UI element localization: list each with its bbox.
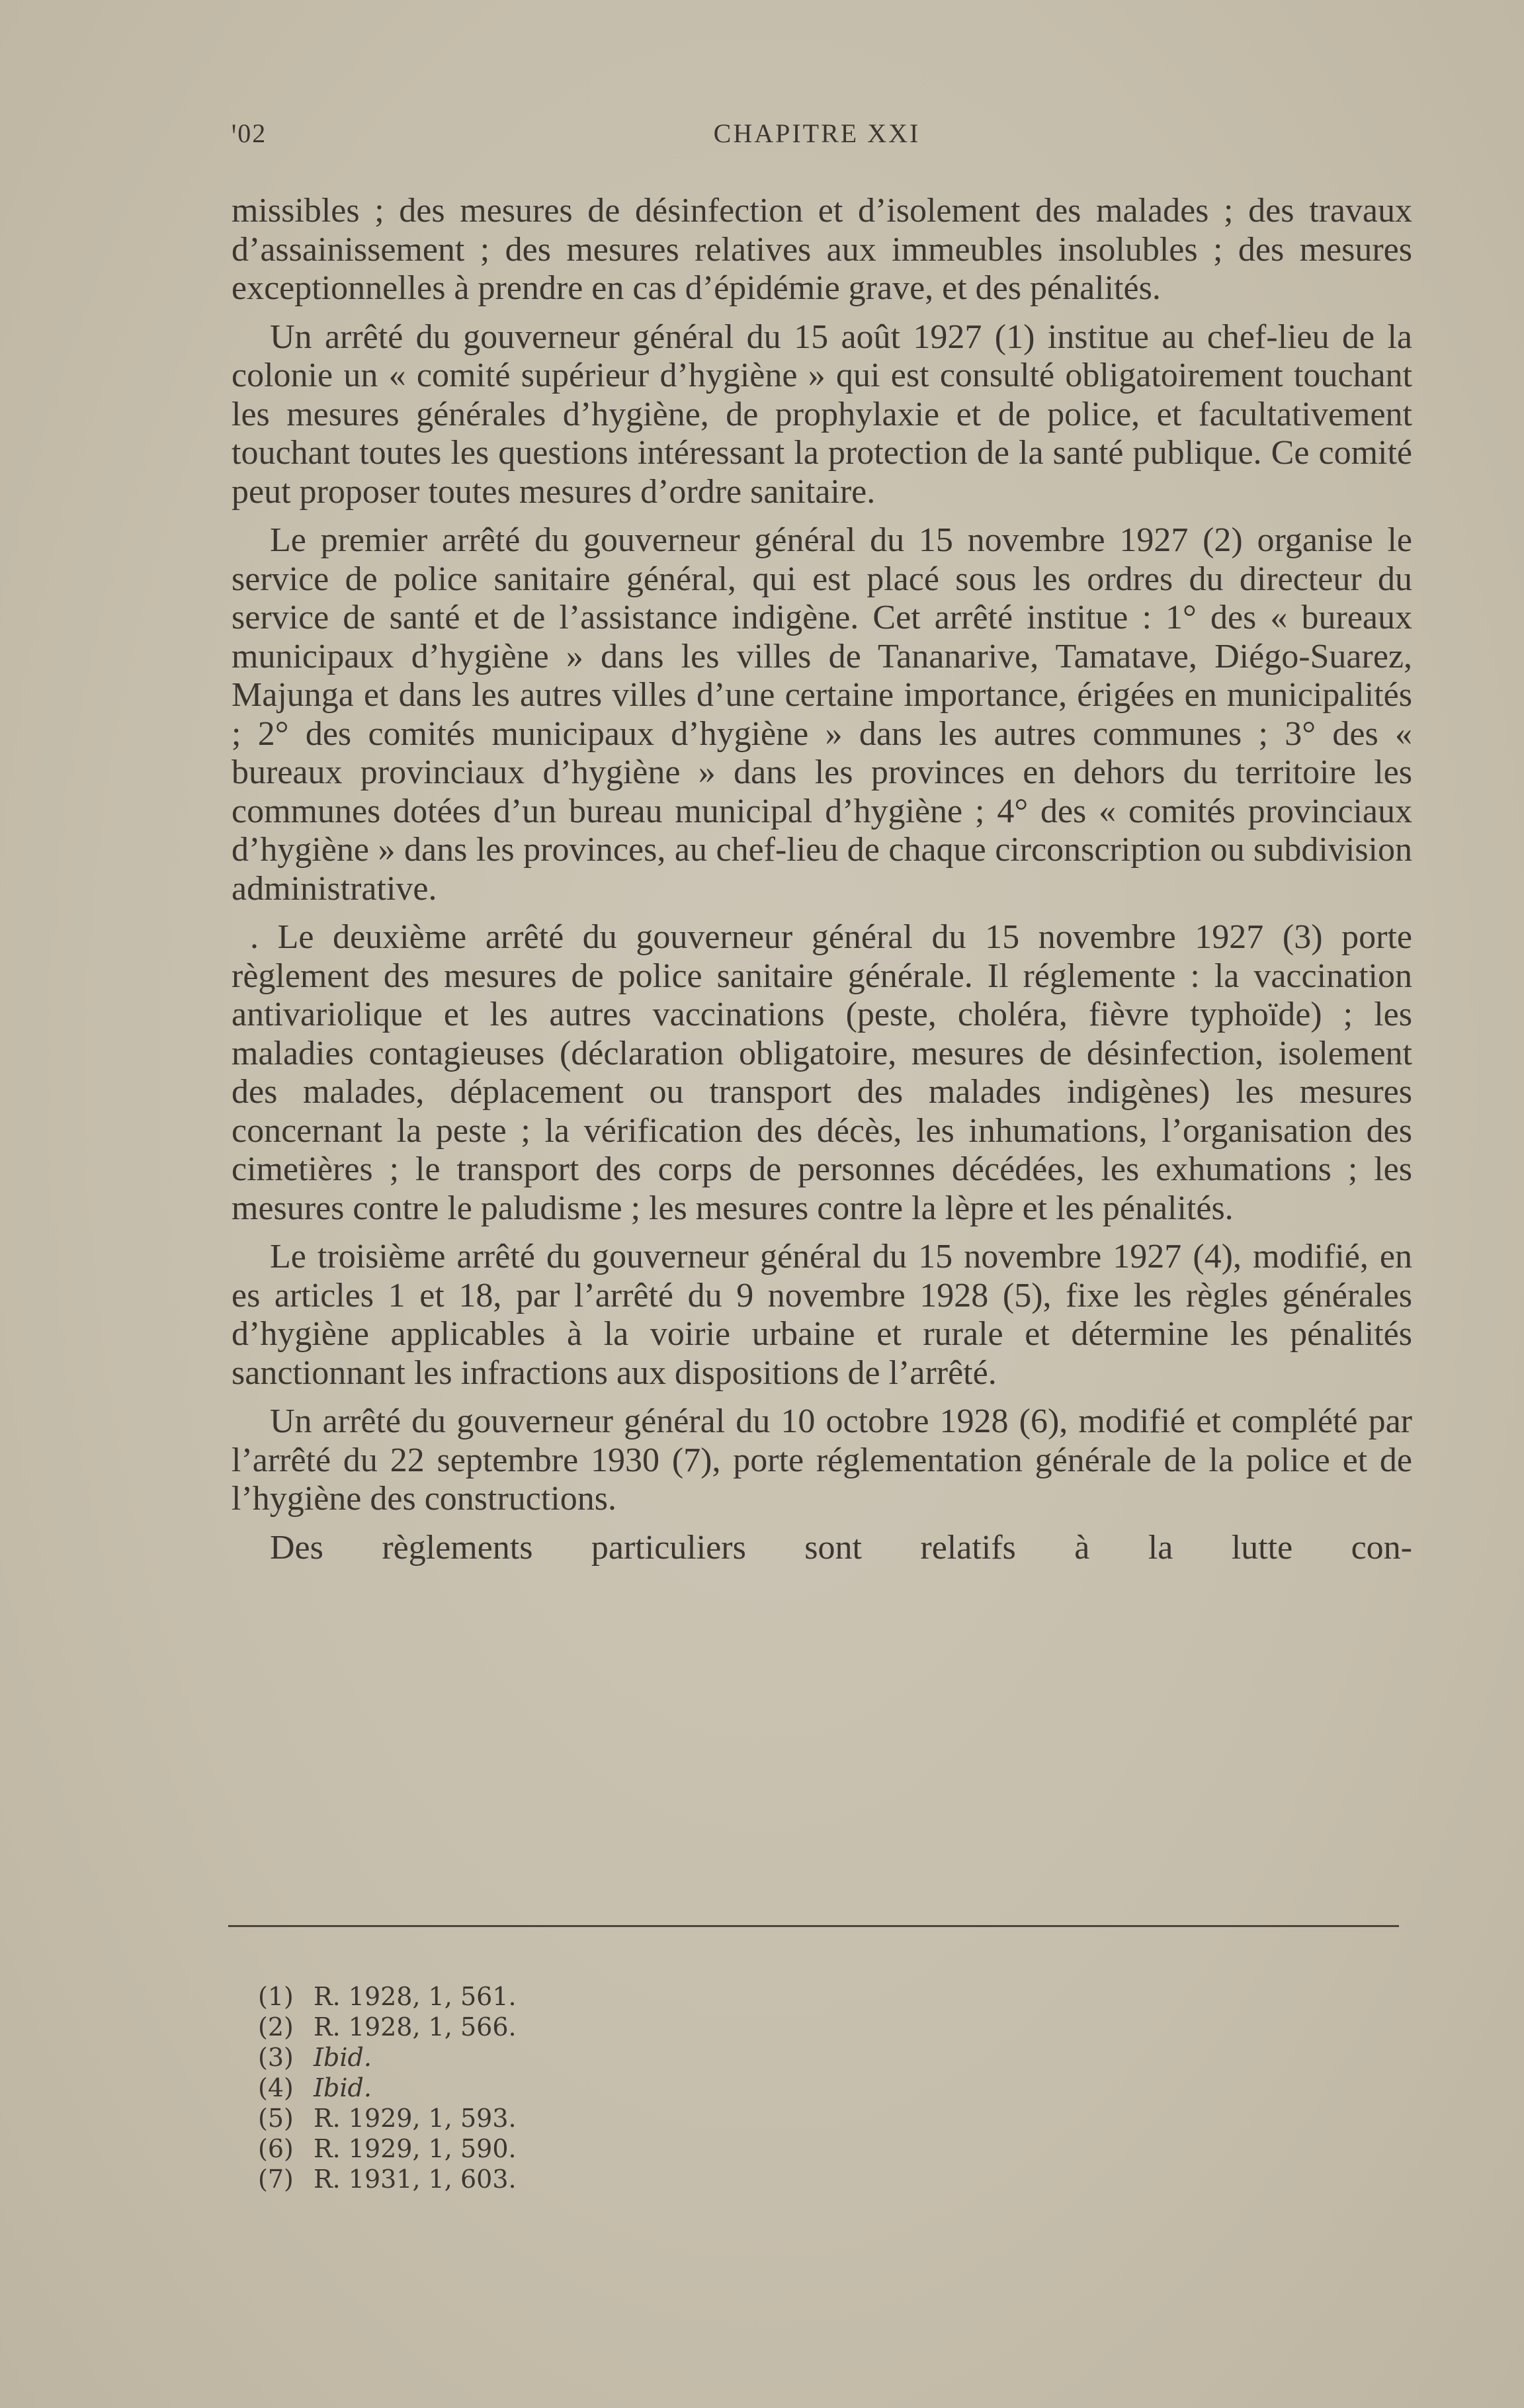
paragraph-7: Des règlements particuliers sont relatifs à la lutte con-	[270, 1528, 1412, 1567]
footnote-text: Ibid.	[314, 2043, 372, 2072]
footnote-number: (1)	[258, 1982, 294, 2011]
footnote	[258, 2133, 853, 2164]
running-head	[232, 118, 1402, 157]
paragraph-6: Un arrêté du gouverneur général du 10 octobre 1928 (6), modifié et complété par l’arrêté du 22 septembre 1930 (7), porte réglementation générale de la police et de l’hygiène des constructions.	[232, 1402, 1412, 1518]
footnote-text: R. 1928, 1, 566.	[314, 2012, 517, 2042]
body-text	[232, 192, 1412, 1577]
paragraph-2: Un arrêté du gouverneur général du 15 août 1927 (1) institue au chef-lieu de la colonie un « comité supérieur d’hygiène » qui est consulté obligatoirement touchant les mesures générales d’hygiène, de prophylaxie et de police, et facultativement touchant toutes les questions intéressant la protection de la santé publique. Ce comité peut proposer toutes mesures d’ordre sanitaire.	[232, 318, 1412, 511]
footnote-number: (3)	[258, 2043, 294, 2072]
footnote-divider	[228, 1925, 1399, 1927]
footnote-number: (2)	[258, 2012, 294, 2042]
paragraph-1: missibles ; des mesures de désinfection et d’isolement des malades ; des travaux d’assainissement ; des mesures relatives aux immeubles insolubles ; des mesures exceptionnelles à prendre en cas d’épidémie grave, et des pénalités.	[232, 192, 1412, 307]
footnote	[258, 1981, 853, 2012]
paragraph-3: Le premier arrêté du gouverneur général du 15 novembre 1927 (2) organise le service de police sanitaire général, qui est placé sous les ordres du directeur du service de santé et de l’assistance indigène. Cet arrêté institue : 1° des « bureaux municipaux d’hygiène » dans les villes de Tananarive, Tamatave, Diégo-Suarez, Majunga et dans les autres villes d’une certaine importance, érigées en municipalités ; 2° des comités municipaux d’hygiène » dans les autres communes ; 3° des « bureaux provinciaux d’hygiène » dans les provinces en dehors du territoire les communes dotées d’un bureau municipal d’hygiène ; 4° des « comités provinciaux d’hygiène » dans les provinces, au chef-lieu de chaque circonscription ou subdivision administrative.	[232, 521, 1412, 908]
page-number: ⁠ꞌ02	[232, 118, 267, 148]
footnote-text: Ibid.	[314, 2073, 372, 2102]
footnote	[258, 2012, 853, 2042]
footnotes	[258, 1981, 853, 2194]
footnote	[258, 2103, 853, 2133]
footnote	[258, 2042, 853, 2073]
footnote	[258, 2073, 853, 2103]
footnote-number: (7)	[258, 2165, 294, 2194]
footnote-text: R. 1929, 1, 593.	[314, 2104, 517, 2133]
paragraph-5: Le troisième arrêté du gouverneur général du 15 novembre 1927 (4), modifié, en es articles 1 et 18, par l’arrêté du 9 novembre 1928 (5), fixe les règles générales d’hygiène applicables à la voirie urbaine et rurale et détermine les pénalités sanctionnant les infractions aux dispositions de l’arrêté.	[232, 1238, 1412, 1392]
footnote-text: R. 1929, 1, 590.	[314, 2134, 517, 2163]
paragraph-4: . Le deuxième arrêté du gouverneur général du 15 novembre 1927 (3) porte règlement des mesures de police sanitaire générale. Il réglemente : la vaccination antivariolique et les autres vaccinations (peste, choléra, fièvre typhoïde) ; les maladies contagieuses (déclaration obligatoire, mesures de désinfection, isolement des malades, déplacement ou transport des malades indigènes) les mesures concernant la peste ; la vérification des décès, les inhumations, l’organisation des cimetières ; le transport des corps de personnes décédées, les exhumations ; les mesures contre le paludisme ; les mesures contre la lèpre et les pénalités.	[232, 918, 1412, 1227]
chapter-title: CHAPITRE XXI	[713, 118, 921, 148]
footnote-number: (4)	[258, 2073, 294, 2102]
footnote	[258, 2164, 853, 2194]
footnote-text: R. 1928, 1, 561.	[314, 1982, 517, 2011]
footnote-number: (6)	[258, 2134, 294, 2163]
footnote-text: R. 1931, 1, 603.	[314, 2165, 517, 2194]
footnote-number: (5)	[258, 2104, 294, 2133]
